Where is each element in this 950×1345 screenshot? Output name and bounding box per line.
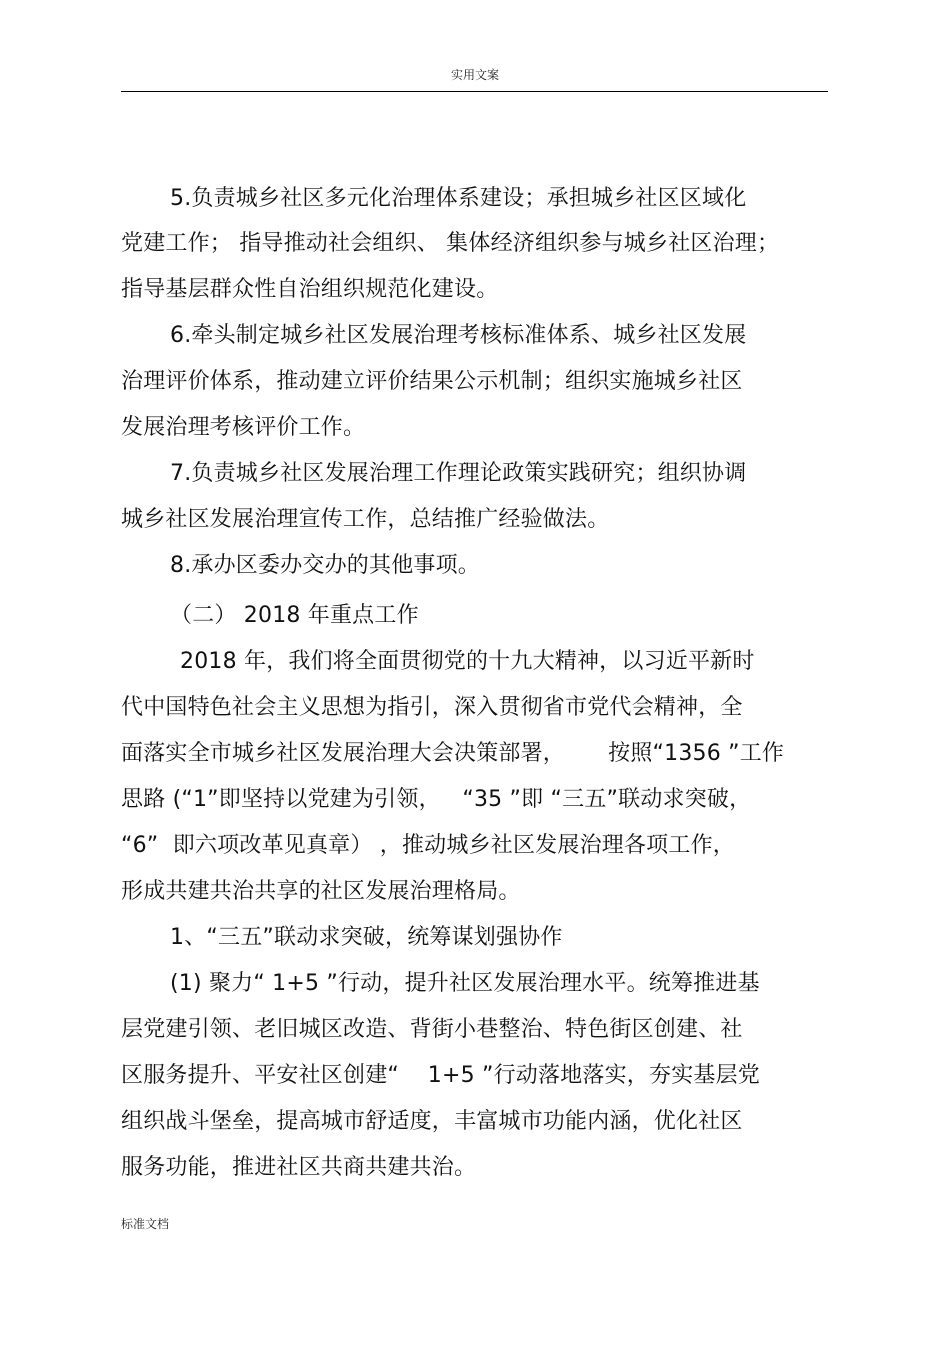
paragraph-line: 城乡社区发展治理宣传工作，总结推广经验做法。 (121, 507, 610, 532)
paragraph-line: 治理评价体系，推动建立评价结果公示机制；组织实施城乡社区 (121, 369, 743, 394)
paragraph-line: 形成共建共治共享的社区发展治理格局。 (121, 879, 521, 904)
paragraph-line: 6.牵头制定城乡社区发展治理考核标准体系、城乡社区发展 (170, 323, 747, 348)
paragraph-line: 代中国特色社会主义思想为指引，深入贯彻省市党代会精神，全 (121, 695, 743, 720)
paragraph-line: 服务功能，推进社区共商共建共治。 (121, 1155, 477, 1180)
page-header: 实用文案 (450, 68, 499, 82)
header-divider (121, 91, 828, 92)
paragraph-line: 面落实全市城乡社区发展治理大会决策部署， 按照“1356 ”工作 (121, 741, 785, 766)
paragraph-line: 7.负责城乡社区发展治理工作理论政策实践研究；组织协调 (170, 461, 747, 486)
page-footer: 标准文档 (121, 1217, 170, 1231)
subsection-heading: 1、“三五”联动求突破，统筹谋划强协作 (170, 925, 563, 950)
paragraph-line: 组织战斗堡垒，提高城市舒适度，丰富城市功能内涵，优化社区 (121, 1109, 743, 1134)
paragraph-line: 区服务提升、平安社区创建“ 1+5 ”行动落地落实，夯实基层党 (121, 1063, 760, 1088)
paragraph-line: 党建工作； 指导推动社会组织、 集体经济组织参与城乡社区治理； (121, 231, 780, 256)
paragraph-line: 5.负责城乡社区多元化治理体系建设；承担城乡社区区域化 (170, 186, 747, 211)
paragraph-line: (1) 聚力“ 1+5 ”行动，提升社区发展治理水平。统筹推进基 (170, 971, 760, 996)
paragraph-line: “6” 即六项改革见真章） ，推动城乡社区发展治理各项工作， (121, 833, 735, 858)
paragraph-line: 思路 (“1”即坚持以党建为引领， “35 ”即 “三五”联动求突破， (121, 787, 752, 812)
paragraph-line: 2018 年，我们将全面贯彻党的十九大精神，以习近平新时 (180, 649, 755, 674)
paragraph-line: 发展治理考核评价工作。 (121, 415, 366, 440)
paragraph-line: 8.承办区委办交办的其他事项。 (170, 553, 480, 578)
section-heading: （二） 2018 年重点工作 (170, 603, 419, 628)
paragraph-line: 指导基层群众性自治组织规范化建设。 (121, 277, 499, 302)
paragraph-line: 层党建引领、老旧城区改造、背街小巷整治、特色街区创建、社 (121, 1017, 743, 1042)
